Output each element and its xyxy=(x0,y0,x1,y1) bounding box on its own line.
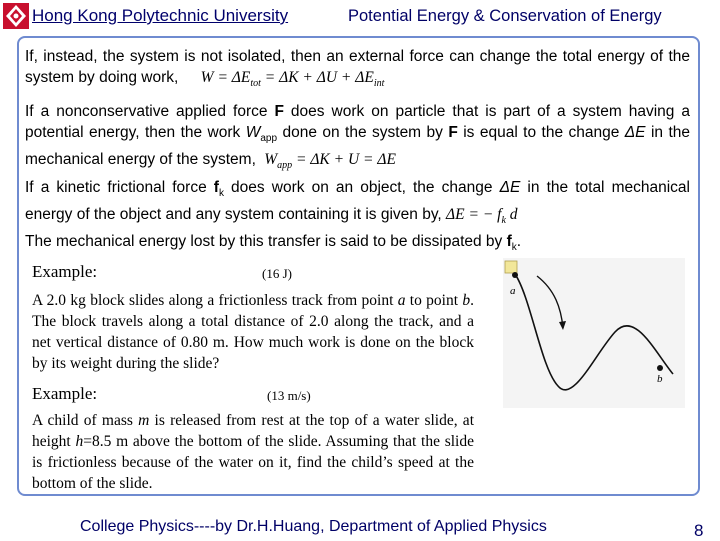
point-a-marker xyxy=(512,272,518,278)
header-university xyxy=(2,2,288,30)
paragraph-dissipation: The mechanical energy lost by this transfer is said to be dissipated by $f_k$. xyxy=(25,233,522,254)
paragraph-friction: If a kinetic frictional force $f_k$ does work on an object, the change ΔE in the total mechanical energy of the object and any system containing it is given by, ΔE = − $f_k$ d xyxy=(25,179,690,227)
track-figure xyxy=(503,258,685,408)
footer-credit: College Physics----by Dr.H.Huang, Department of Applied Physics xyxy=(80,518,547,535)
point-b-marker xyxy=(657,365,663,371)
university-name[interactable]: Hong Kong Polytechnic University xyxy=(32,6,289,25)
paragraph-external-work xyxy=(25,46,690,94)
equation-total-energy: $W = \Delta E_{tot} = \Delta K + \Delta U + \Delta E_{int}$ xyxy=(200,69,385,90)
example1-answer: (16 J) xyxy=(262,266,292,281)
example2-heading: Example: xyxy=(32,384,98,403)
equation-applied-work: $W_{app} = \Delta K + U = \Delta E$ xyxy=(264,151,396,172)
example1-heading: Example: xyxy=(32,262,98,281)
slide-title: Potential Energy & Conservation of Energy xyxy=(348,7,662,25)
polyu-logo-icon xyxy=(2,2,30,30)
page-number: 8 xyxy=(694,521,704,540)
example1-text: A 2.0 kg block slides along a frictionless track from point a to point b. The block travels along a total distance of 2.0 along the track, and a net vertical distance of 0.80 m. How much work is done on the block by its weight during the slide? xyxy=(32,292,474,372)
label-a: a xyxy=(510,285,516,297)
example2-text: A child of mass m is released from rest at the top of a water slide, at height h=8.5 m above the bottom of the slide. Assuming that the slide is frictionless because of the water on it, find the child’s speed at the bottom of the slide. xyxy=(32,412,474,492)
label-b: b xyxy=(657,373,663,385)
example2-answer: (13 m/s) xyxy=(267,388,311,403)
paragraph-nonconservative-force: If a nonconservative applied force F does work on particle that is part of a system having a potential energy, then the work $W_{app}$ done on the system by F is equal to the change ΔE in the mechanical energy of the system, $W_{app} = \Delta K + U = \Delta E$ xyxy=(25,103,690,172)
block-icon xyxy=(505,261,517,273)
p1-text: If, instead, the system is not isolated, then an external force can change the total energy of the system by doing work, xyxy=(25,48,690,86)
equation-friction: ΔE = − $f_k$ d xyxy=(446,206,518,227)
